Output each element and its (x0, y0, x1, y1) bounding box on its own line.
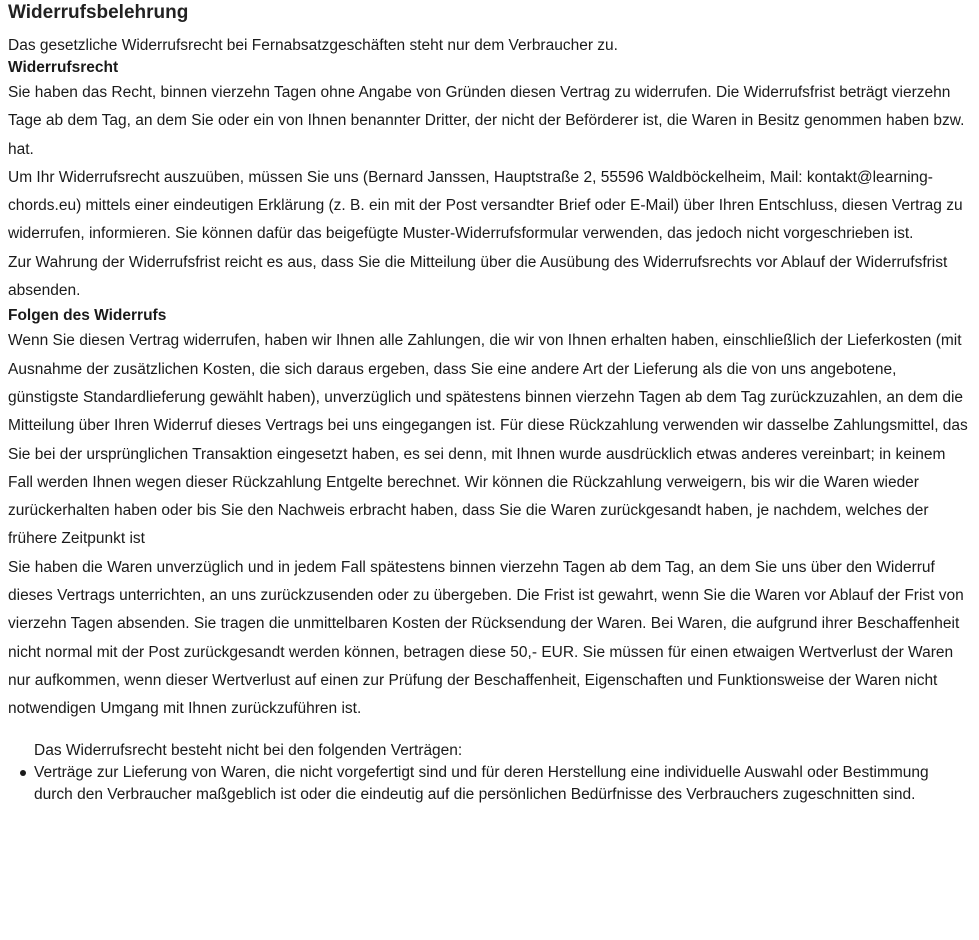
section-heading-folgen: Folgen des Widerrufs (8, 307, 167, 325)
page-title: Widerrufsbelehrung (8, 2, 189, 23)
exceptions-block (8, 740, 971, 806)
list-item: Verträge zur Lieferung von Waren, die nicht vorgefertigt sind und für deren Herstellung eine individuelle Auswahl oder Bestimmung durch den Verbraucher maßgeblich ist oder die eindeutig auf die persönlichen Bedürfnisse des Verbrauchers zugeschnitten sind. (34, 762, 971, 806)
intro-text: Das gesetzliche Widerrufsrecht bei Fernabsatzgeschäften steht nur dem Verbraucher zu. (8, 37, 618, 54)
paragraph: Sie haben die Waren unverzüglich und in jedem Fall spätestens binnen vierzehn Tagen ab dem Tag, an dem Sie uns über den Widerruf dieses Vertrags unterrichten, an uns zurückzusenden oder zu übergeben. Die Frist ist gewahrt, wenn Sie die Waren vor Ablauf der Frist von vierzehn Tagen absenden. Sie tragen die unmittelbaren Kosten der Rücksendung der Waren. Bei Waren, die aufgrund ihrer Beschaffenheit nicht normal mit der Post zurückgesandt werden können, betragen diese 50,- EUR. Sie müssen für einen etwaigen Wertverlust der Waren nur aufkommen, wenn dieser Wertverlust auf einen zur Prüfung der Beschaffenheit, Eigenschaften und Funktionsweise der Waren nicht notwendigen Umgang mit Ihnen zurückzuführen ist. (8, 558, 964, 718)
paragraph: Sie haben das Recht, binnen vierzehn Tagen ohne Angabe von Gründen diesen Vertrag zu widerrufen. Die Widerrufsfrist beträgt vierzehn Tage ab dem Tag, an dem Sie oder ein von Ihnen benannter Dritter, der nicht der Beförderer ist, die Waren in Besitz genommen haben bzw. hat. (8, 84, 965, 158)
paragraph: Um Ihr Widerrufsrecht auszuüben, müssen Sie uns (Bernard Janssen, Hauptstraße 2, 55596 Waldböckelheim, Mail: kontakt@learningchords.eu) mittels einer eindeutigen Erklärung (z. B. ein mit der Post versandter Brief oder E-Mail) über Ihren Entschluss, diesen Vertrag zu widerrufen, informieren. Sie können dafür das beigefügte Muster-Widerrufsformular verwenden, das jedoch nicht vorgeschrieben ist. (8, 168, 963, 243)
exceptions-lead: Das Widerrufsrecht besteht nicht bei den folgenden Verträgen: (34, 741, 463, 759)
paragraph: Wenn Sie diesen Vertrag widerrufen, haben wir Ihnen alle Zahlungen, die wir von Ihnen erhalten haben, einschließlich der Lieferkosten (mit Ausnahme der zusätzlichen Kosten, die sich daraus ergeben, dass Sie eine andere Art der Lieferung als die von uns angebotene, günstigste Standardlieferung gewählt haben), unverzüglich und spätestens binnen vierzehn Tagen ab dem Tag zurückzuzahlen, an dem die Mitteilung über Ihren Widerruf dieses Vertrags bei uns eingegangen ist. Für diese Rückzahlung verwenden wir dasselbe Zahlungsmittel, das Sie bei der ursprünglichen Transaktion eingesetzt haben, es sei denn, mit Ihnen wurde ausdrücklich etwas anderes vereinbart; in keinem Fall werden Ihnen wegen dieser Rückzahlung Entgelte berechnet. Wir können die Rückzahlung verweigern, bis wir die Waren wieder zurückerhalten haben oder bis Sie den Nachweis erbracht haben, dass Sie die Waren zurückgesandt haben, je nachdem, welches der frühere Zeitpunkt ist (8, 332, 968, 548)
exceptions-list (8, 762, 971, 806)
section-heading-widerrufsrecht: Widerrufsrecht (8, 59, 119, 76)
paragraph: Zur Wahrung der Widerrufsfrist reicht es aus, dass Sie die Mitteilung über die Ausübung des Widerrufsrechts vor Ablauf der Widerrufsfrist absenden. (8, 253, 948, 300)
